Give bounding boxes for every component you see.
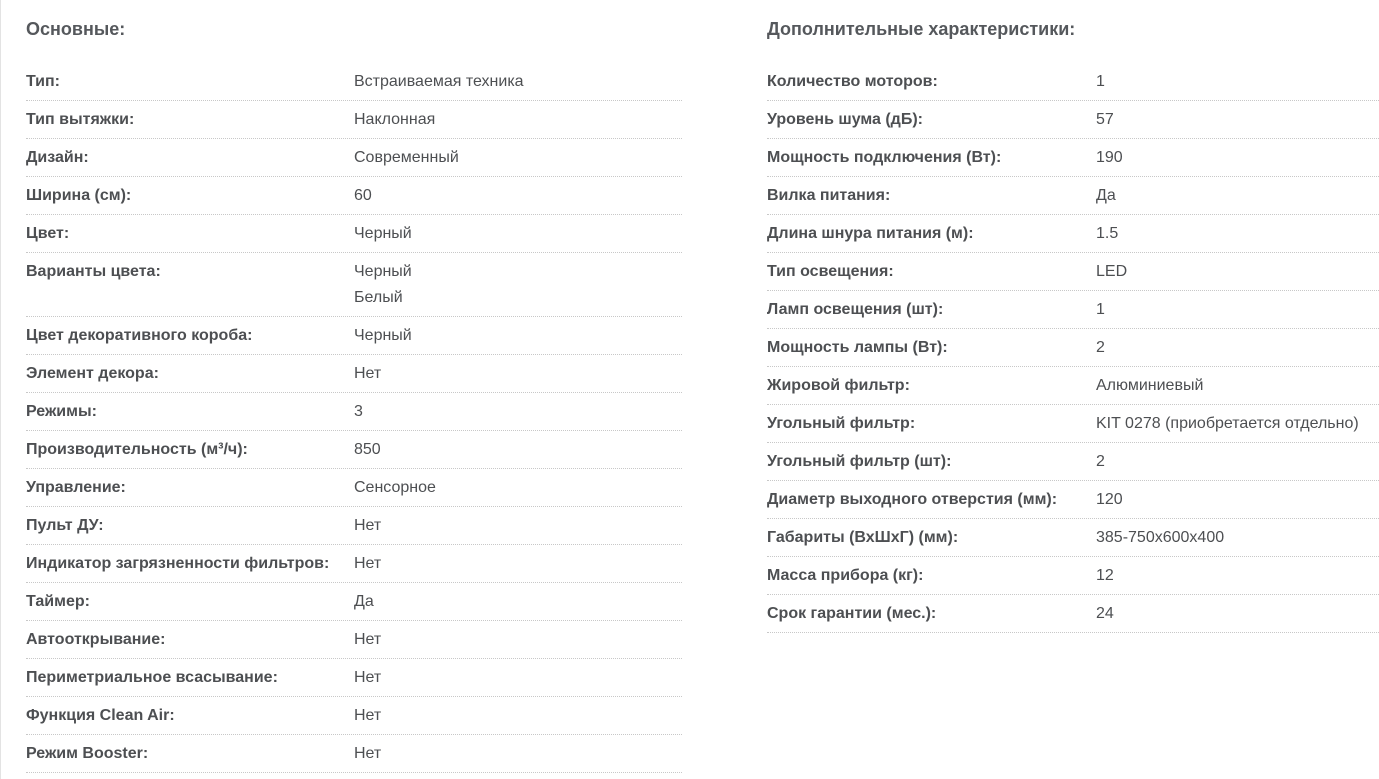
spec-row [26,63,682,101]
page-left-border [0,0,1,779]
spec-value-line: 24 [1096,605,1114,622]
spec-label: Угольный фильтр (шт): [767,453,952,470]
spec-value-line: Черный [354,225,412,242]
spec-row [26,177,682,215]
spec-label: Режим Booster: [26,745,149,762]
spec-label: Цвет декоративного короба: [26,327,253,344]
spec-value-line: 1.5 [1096,225,1119,242]
spec-value [354,744,682,764]
spec-label: Мощность подключения (Вт): [767,149,1002,166]
spec-label: Тип освещения: [767,263,894,280]
spec-value-line: Алюминиевый [1096,377,1204,394]
spec-label: Управление: [26,479,126,496]
spec-label: Пульт ДУ: [26,517,104,534]
spec-value [354,440,682,460]
spec-value-line: 12 [1096,567,1114,584]
spec-value-line: Встраиваемая техника [354,73,524,90]
spec-row [26,101,682,139]
spec-value-line: Нет [354,745,382,762]
spec-row [26,545,682,583]
spec-value [354,364,682,384]
spec-value-line: Да [1096,187,1116,204]
spec-value-line: Наклонная [354,111,436,128]
spec-value-line: 120 [1096,491,1123,508]
spec-value-line: Нет [354,631,382,648]
spec-label: Тип: [26,73,60,90]
spec-value [354,592,682,612]
spec-value-line: Сенсорное [354,479,436,496]
spec-value-line: LED [1096,263,1128,280]
spec-row [26,139,682,177]
spec-label: Индикатор загрязненности фильтров: [26,555,330,572]
spec-label: Варианты цвета: [26,263,161,280]
spec-value [1096,110,1379,130]
spec-row [767,329,1379,367]
spec-value [354,72,682,92]
spec-value [1096,528,1379,548]
spec-value [1096,148,1379,168]
spec-value-line: 2 [1096,453,1105,470]
spec-value [1096,376,1379,396]
spec-label: Периметриальное всасывание: [26,669,278,686]
spec-value [1096,338,1379,358]
spec-label: Масса прибора (кг): [767,567,924,584]
spec-label: Длина шнура питания (м): [767,225,974,242]
spec-label: Функция Clean Air: [26,707,175,724]
spec-value-line: 190 [1096,149,1123,166]
spec-value-line: Нет [354,555,382,572]
spec-row [767,291,1379,329]
spec-label: Количество моторов: [767,73,938,90]
spec-value-line: 57 [1096,111,1114,128]
spec-row [767,481,1379,519]
spec-value [354,478,682,498]
spec-value [1096,224,1379,244]
spec-label: Срок гарантии (мес.): [767,605,937,622]
spec-label: Ширина (см): [26,187,132,204]
spec-value-line: 385-750х600х400 [1096,529,1225,546]
spec-row [26,659,682,697]
spec-label: Дизайн: [26,149,89,166]
spec-value [1096,414,1379,434]
spec-value-line: 850 [354,441,381,458]
spec-value [1096,566,1379,586]
spec-row [767,101,1379,139]
spec-label: Диаметр выходного отверстия (мм): [767,491,1058,508]
spec-row [767,519,1379,557]
main-specs-title: Основные: [26,19,126,39]
spec-row [26,507,682,545]
spec-value-line: 2 [1096,339,1105,356]
spec-row [767,253,1379,291]
spec-value [354,668,682,688]
spec-label: Жировой фильтр: [767,377,910,394]
spec-label: Элемент декора: [26,365,159,382]
spec-label: Производительность (м³/ч): [26,441,248,458]
spec-row [26,253,682,317]
spec-row [26,735,682,773]
spec-value [354,402,682,422]
spec-value [1096,300,1379,320]
spec-value-line: 1 [1096,73,1105,90]
spec-row [26,583,682,621]
spec-label: Автооткрывание: [26,631,166,648]
spec-row [26,355,682,393]
spec-value [354,110,682,130]
spec-label: Угольный фильтр: [767,415,916,432]
spec-value-line: Нет [354,517,382,534]
spec-value-line: Современный [354,149,459,166]
spec-value-line: Нет [354,365,382,382]
spec-label: Ламп освещения (шт): [767,301,944,318]
spec-row [26,431,682,469]
spec-value-line: KIT 0278 (приобретается отдельно) [1096,415,1359,432]
spec-value [354,262,682,308]
spec-row [26,317,682,355]
spec-value-line: Белый [354,289,403,306]
spec-label: Габариты (ВхШхГ) (мм): [767,529,959,546]
spec-row [26,215,682,253]
spec-row [767,215,1379,253]
spec-value [1096,72,1379,92]
main-specs-list [26,63,682,773]
spec-label: Тип вытяжки: [26,111,135,128]
spec-row [26,393,682,431]
spec-value [1096,186,1379,206]
spec-row [767,443,1379,481]
spec-value [354,630,682,650]
spec-row [767,177,1379,215]
spec-value-line: 60 [354,187,372,204]
spec-row [767,405,1379,443]
spec-row [767,63,1379,101]
spec-value-line: Да [354,593,374,610]
spec-label: Таймер: [26,593,90,610]
additional-specs-list [767,63,1379,633]
spec-value [354,516,682,536]
spec-row [767,595,1379,633]
spec-row [26,621,682,659]
additional-specs-title: Дополнительные характеристики: [767,19,1076,39]
spec-value [354,706,682,726]
spec-row [767,557,1379,595]
spec-label: Режимы: [26,403,97,420]
spec-value-line: Черный [354,327,412,344]
spec-value-line: Черный [354,263,412,280]
spec-value [354,148,682,168]
spec-value [1096,604,1379,624]
spec-row [26,469,682,507]
spec-row [767,367,1379,405]
spec-value-line: Нет [354,707,382,724]
spec-value [1096,452,1379,472]
spec-value-line: Нет [354,669,382,686]
spec-value [354,186,682,206]
spec-value [354,224,682,244]
spec-label: Уровень шума (дБ): [767,111,923,128]
spec-value-line: 1 [1096,301,1105,318]
spec-value-line: 3 [354,403,363,420]
spec-value [354,326,682,346]
spec-value [1096,490,1379,510]
spec-label: Вилка питания: [767,187,891,204]
spec-row [26,697,682,735]
spec-row [767,139,1379,177]
spec-label: Цвет: [26,225,70,242]
spec-value [1096,262,1379,282]
spec-value [354,554,682,574]
spec-label: Мощность лампы (Вт): [767,339,948,356]
